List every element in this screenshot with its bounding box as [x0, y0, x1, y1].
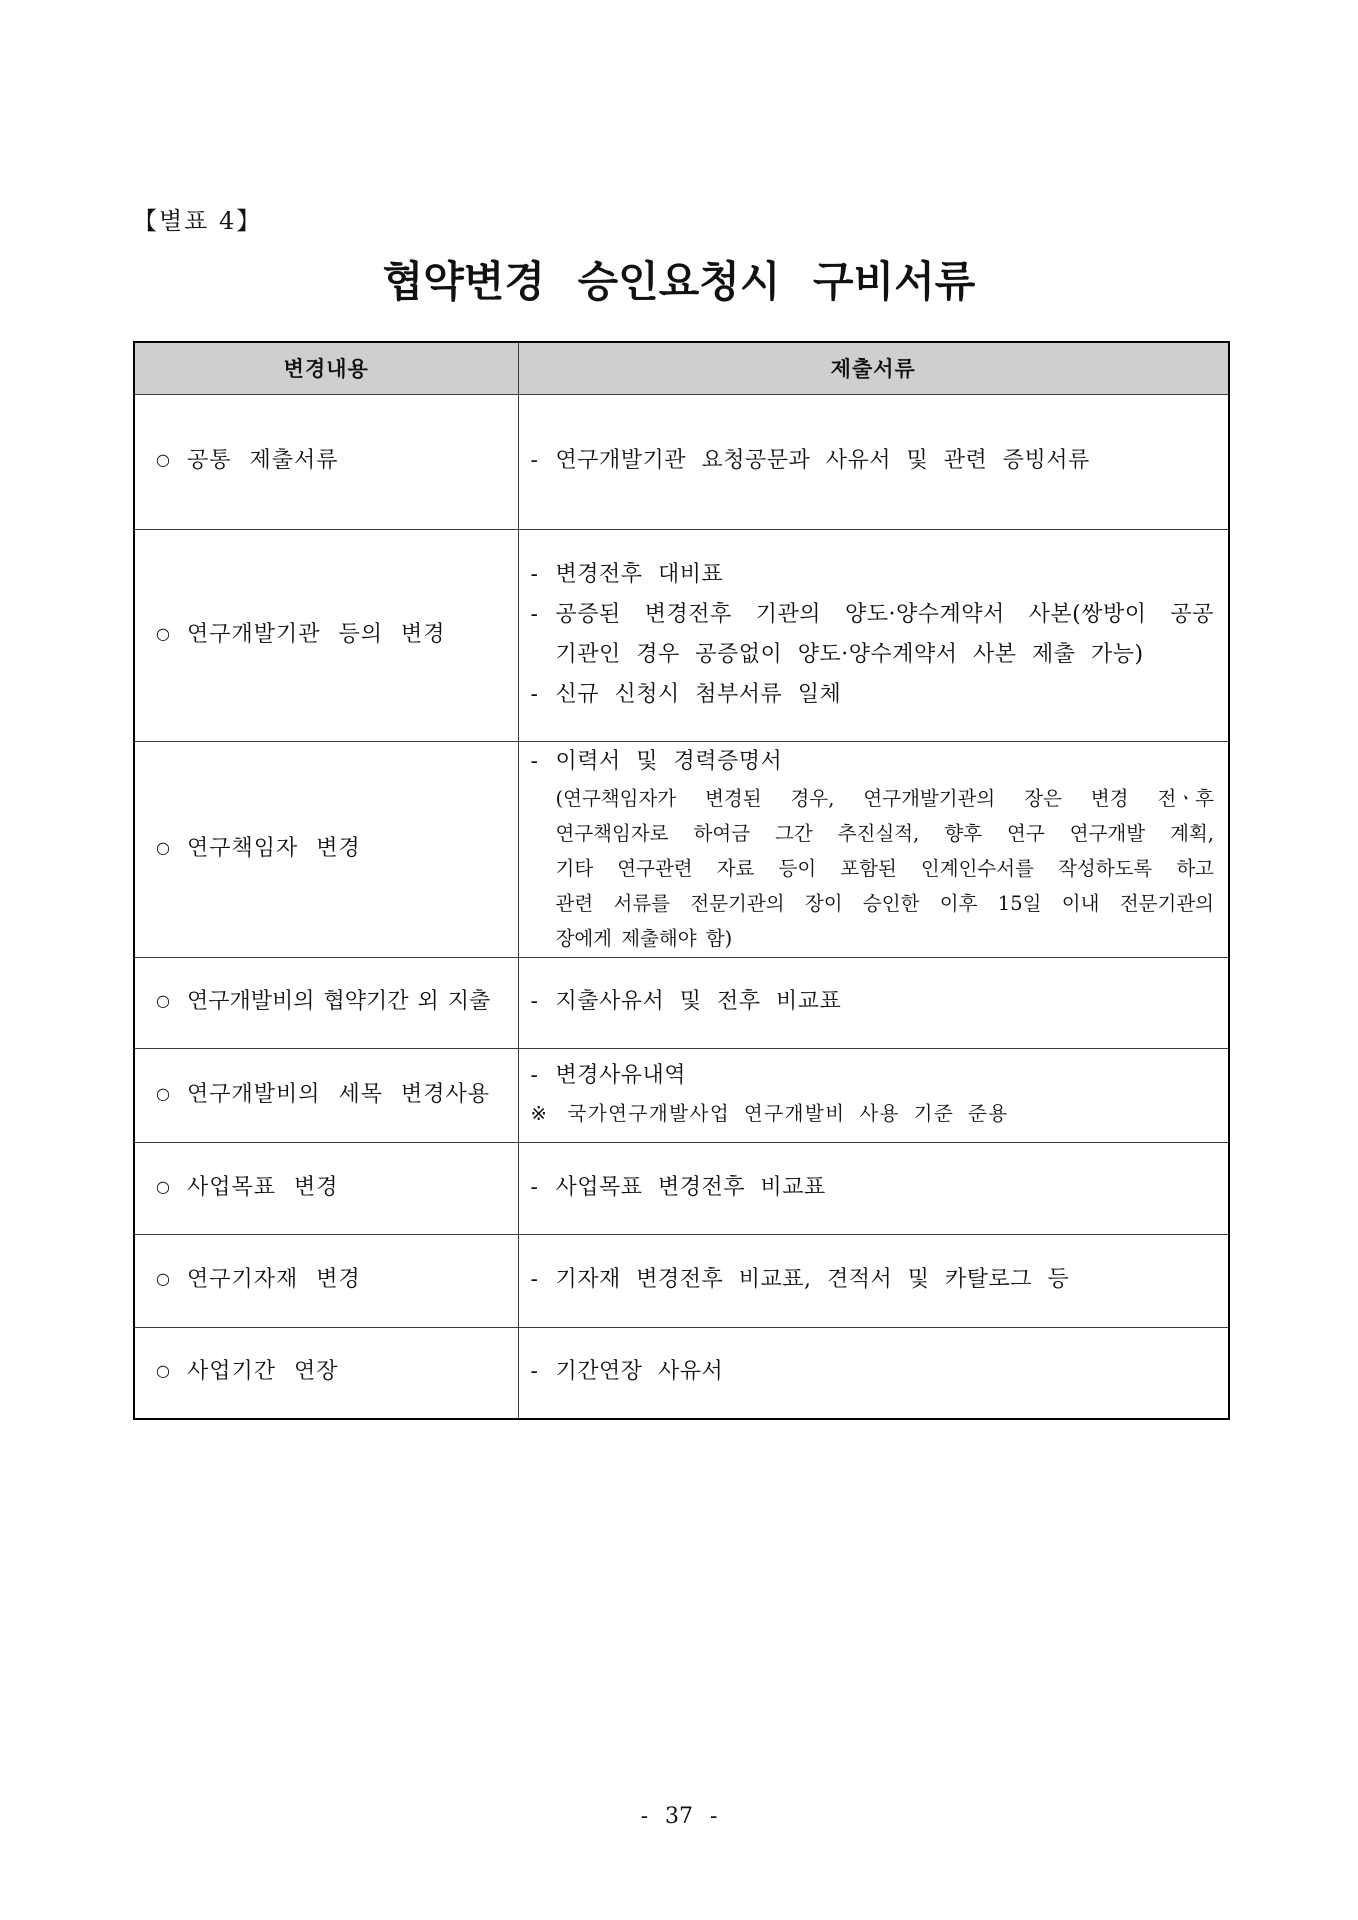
parenthetical-note [556, 781, 1215, 956]
row-budget-item-change [134, 1048, 1229, 1142]
circle-bullet: ○ [156, 623, 170, 643]
circle-bullet: ○ [156, 1083, 170, 1103]
change-cell [134, 741, 518, 957]
dash-marker: - [530, 602, 538, 627]
document-item [531, 675, 1215, 715]
dash-marker: - [530, 748, 538, 774]
document-item [531, 595, 1215, 675]
change-cell [134, 1234, 518, 1327]
change-cell [134, 1142, 518, 1234]
page-title: 협약변경 승인요청시 구비서류 [382, 257, 976, 306]
document-line: 기자재 변경전후 비교표, 견적서 및 카탈로그 등 [555, 1267, 1070, 1293]
annex-label: 【별표 4】 [133, 207, 263, 235]
circle-bullet: ○ [156, 1269, 170, 1289]
document-item [531, 1265, 1215, 1296]
change-label: 연구개발기관 등의 변경 [187, 621, 446, 647]
document-line: 기간연장 사유서 [555, 1359, 724, 1385]
documents-cell [518, 1234, 1229, 1327]
document-item [531, 1057, 1215, 1095]
change-cell [134, 1327, 518, 1419]
change-cell [134, 1048, 518, 1142]
document-line: 지출사유서 및 전후 비교표 [555, 989, 842, 1015]
change-label: 연구개발비의 세목 변경사용 [187, 1081, 491, 1107]
documents-cell [518, 1327, 1229, 1419]
circle-bullet: ○ [156, 1176, 170, 1196]
page-number: - 37 - [640, 1804, 718, 1829]
change-label: 사업목표 변경 [187, 1174, 339, 1200]
change-label: 연구개발비의 협약기간 외 지출 [187, 989, 491, 1015]
document-item [531, 987, 1215, 1018]
circle-bullet: ○ [156, 1361, 170, 1381]
dash-marker: - [530, 1359, 538, 1385]
row-project-goal-change [134, 1142, 1229, 1234]
document-line: 사업목표 변경전후 비교표 [555, 1174, 826, 1200]
document-line: 변경전후 대비표 [555, 562, 724, 587]
document-item [531, 555, 1215, 595]
document-item [531, 1357, 1215, 1388]
change-cell [134, 957, 518, 1048]
row-principal-investigator-change [134, 741, 1229, 957]
change-cell [134, 529, 518, 741]
document-item [531, 446, 1215, 477]
document-line: 공증된 변경전후 기관의 양도·양수계약서 사본(쌍방이 공공 [555, 602, 1214, 627]
dash-marker: - [530, 682, 538, 707]
documents-cell [518, 1048, 1229, 1142]
document-line: 연구개발기관 요청공문과 사유서 및 관련 증빙서류 [555, 448, 1090, 474]
documents-cell [518, 957, 1229, 1048]
change-label: 연구책임자 변경 [187, 835, 361, 861]
table-header-row [134, 342, 1229, 394]
note-line: 관련 서류를 전문기관의 장이 승인한 이후 15일 이내 전문기관의 [555, 891, 1214, 915]
reference-mark: ※ [530, 1102, 547, 1125]
row-equipment-change [134, 1234, 1229, 1327]
document-line: 기관인 경우 공증없이 양도·양수계약서 사본 제출 가능) [555, 642, 1144, 667]
required-documents-table [133, 341, 1230, 1420]
header-submitted-documents: 제출서류 [518, 342, 1229, 394]
row-institution-change [134, 529, 1229, 741]
documents-cell [518, 741, 1229, 957]
note-line: 기타 연구관련 자료 등이 포함된 인계인수서를 작성하도록 하고 [555, 856, 1214, 880]
dash-marker: - [530, 1174, 538, 1200]
change-label: 연구기자재 변경 [187, 1267, 361, 1293]
row-out-of-period-expense [134, 957, 1229, 1048]
dash-marker: - [530, 1267, 538, 1293]
documents-cell [518, 1142, 1229, 1234]
dash-marker: - [530, 562, 538, 587]
document-line: 신규 신청시 첨부서류 일체 [555, 682, 842, 707]
row-common-documents [134, 394, 1229, 529]
documents-cell [518, 529, 1229, 741]
circle-bullet: ○ [156, 837, 170, 857]
circle-bullet: ○ [156, 450, 170, 470]
dash-marker: - [530, 1063, 538, 1088]
dash-marker: - [530, 989, 538, 1015]
document-line: 이력서 및 경력증명서 [555, 748, 783, 774]
header-change-content: 변경내용 [134, 342, 518, 394]
dash-marker: - [530, 448, 538, 474]
change-label: 사업기간 연장 [187, 1359, 339, 1385]
row-period-extension [134, 1327, 1229, 1419]
document-item [531, 1173, 1215, 1204]
document-line: 변경사유내역 [555, 1063, 687, 1088]
circle-bullet: ○ [156, 991, 170, 1011]
documents-cell [518, 394, 1229, 529]
document-item [531, 743, 1215, 781]
note-line: 장에게 제출해야 함) [555, 926, 733, 950]
note-line: (연구책임자가 변경된 경우, 연구개발기관의 장은 변경 전ㆍ후 [555, 786, 1214, 810]
note-line: 국가연구개발사업 연구개발비 사용 기준 준용 [567, 1102, 1009, 1125]
reference-note [531, 1095, 1215, 1133]
note-line: 연구책임자로 하여금 그간 추진실적, 향후 연구 연구개발 계획, [555, 821, 1214, 845]
change-label: 공통 제출서류 [187, 448, 339, 474]
change-cell [134, 394, 518, 529]
